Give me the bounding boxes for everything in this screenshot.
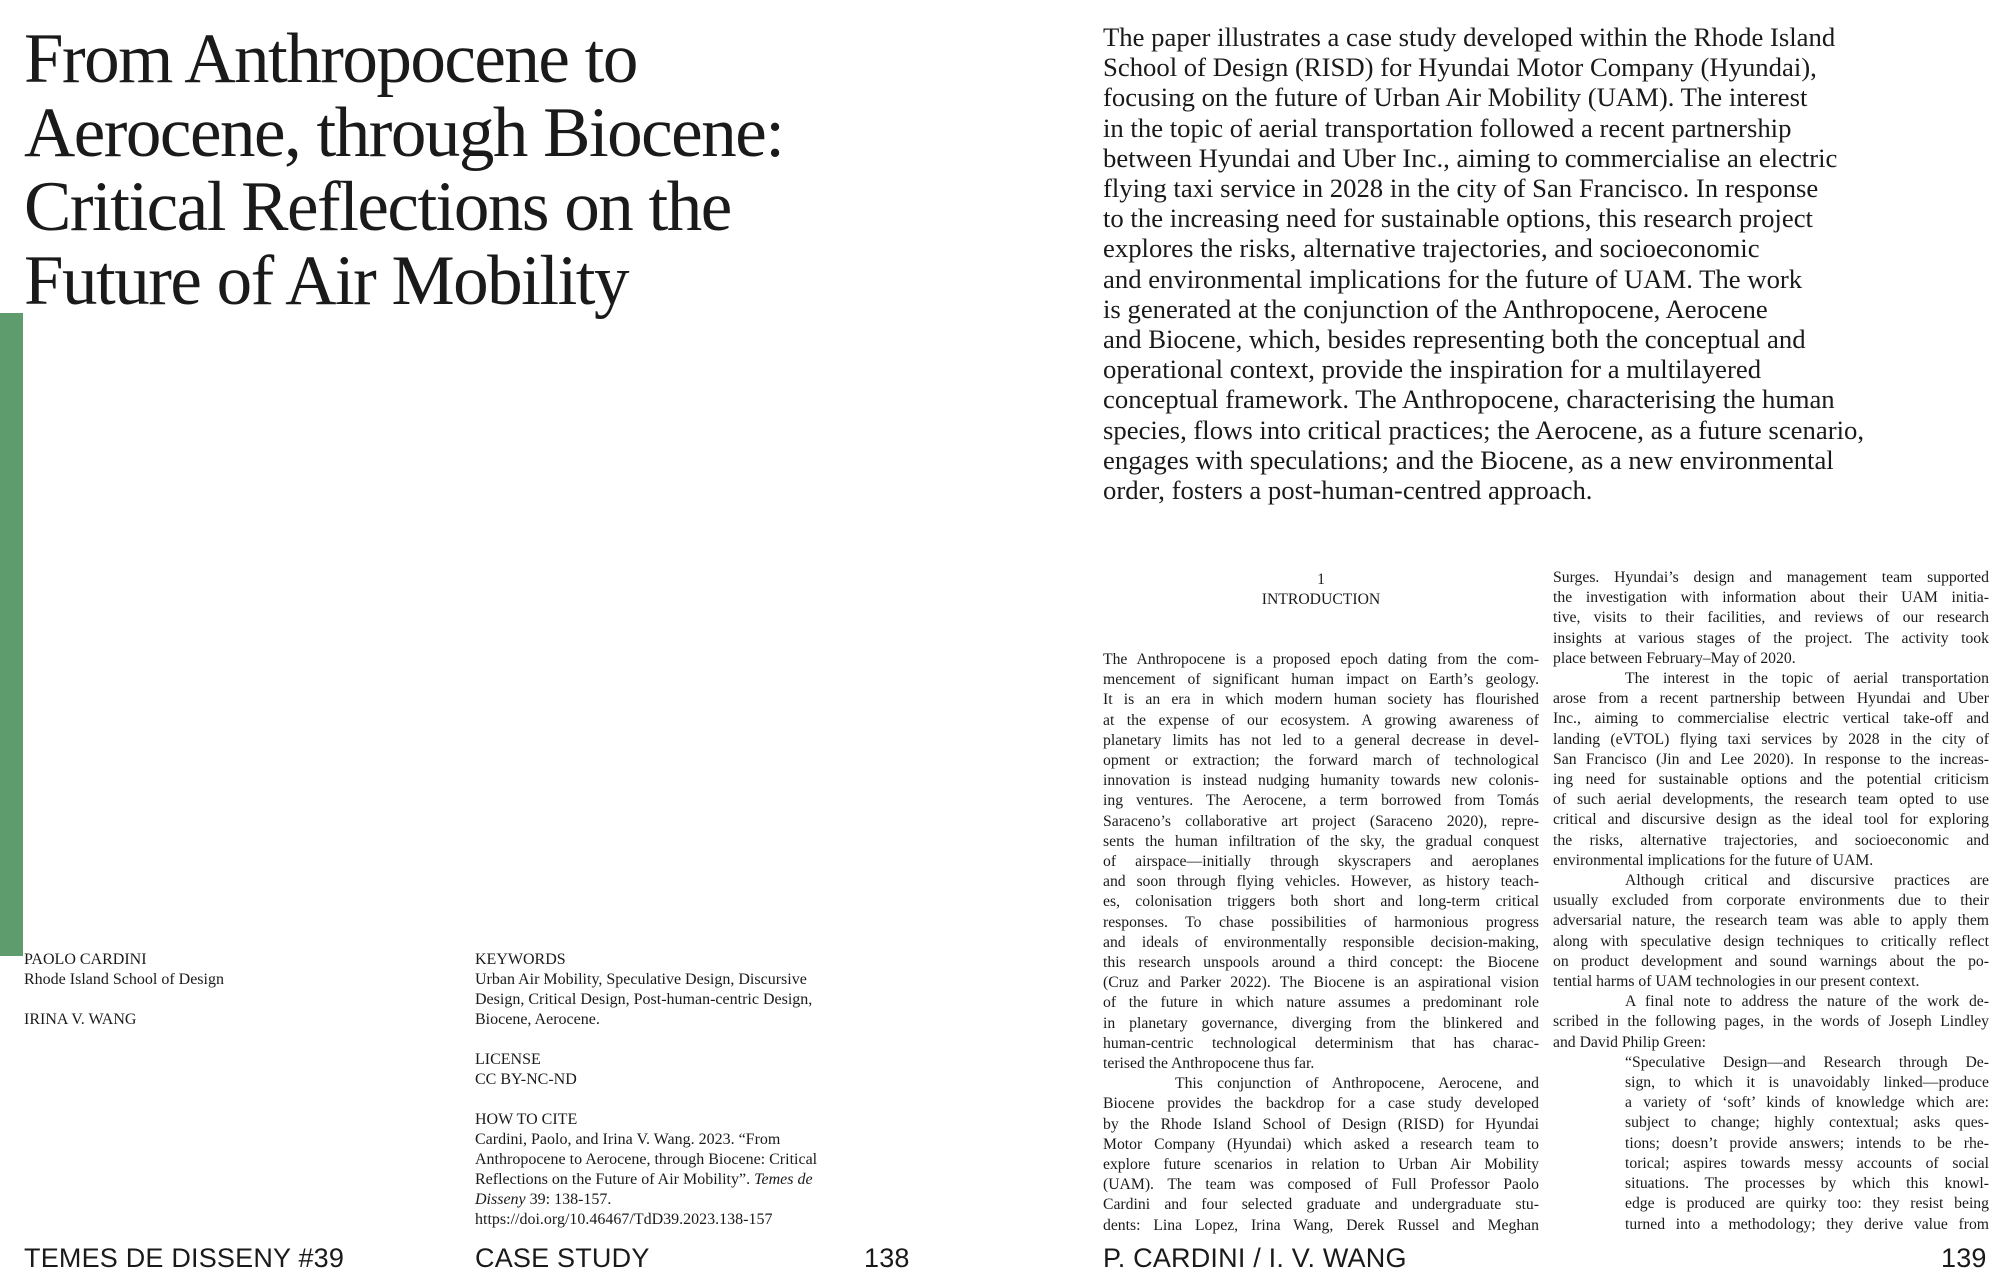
- cite-journal: Temes de: [754, 1171, 813, 1188]
- abstract-line: School of Design (RISD) for Hyundai Motor Company (Hyundai),: [1103, 52, 1817, 83]
- section-heading: [1103, 570, 1539, 610]
- body-line: tential harms of UAM technologies in our present context.: [1553, 973, 1920, 991]
- section-title: INTRODUCTION: [1261, 591, 1381, 608]
- body-line: tive, visits to their facilities, and reviews of our research: [1553, 609, 1989, 627]
- body-line: environmental implications for the future of UAM.: [1553, 851, 1874, 869]
- license-heading: LICENSE: [475, 1051, 541, 1068]
- body-line: insights at various stages of the project. The activity took: [1553, 629, 1989, 647]
- cite-line: Cardini, Paolo, and Irina V. Wang. 2023. “From: [475, 1131, 781, 1148]
- title-line: Critical Reflections on the: [24, 168, 731, 246]
- abstract-line: species, flows into critical practices; the Aerocene, as a future scenario,: [1103, 414, 1865, 445]
- cite-heading: HOW TO CITE: [475, 1111, 578, 1128]
- body-line: and David Philip Green:: [1553, 1033, 1706, 1051]
- body-line: terised the Anthropocene thus far.: [1103, 1055, 1315, 1073]
- abstract-line: conceptual framework. The Anthropocene, characterising the human: [1103, 384, 1835, 415]
- cite-text: Reflections on the Future of Air Mobility”.: [475, 1171, 755, 1188]
- body-line: dents: Lina Lopez, Irina Wang, Derek Russel and Meghan: [1103, 1216, 1539, 1234]
- abstract-line: to the increasing need for sustainable options, this research project: [1103, 203, 1813, 234]
- abstract-line: engages with speculations; and the Biocene, as a new environmental: [1103, 444, 1834, 475]
- body-line: adversarial nature, the research team was able to apply them: [1553, 912, 1989, 930]
- cite-journal-cont: Disseny: [475, 1191, 526, 1208]
- author-block: [24, 950, 424, 1030]
- body-line: San Francisco (Jin and Lee 2020). In response to the increas-: [1553, 750, 1989, 768]
- body-line: of airspace—initially through skyscrapers and aeroplanes: [1103, 853, 1539, 871]
- keywords-heading: KEYWORDS: [475, 951, 566, 968]
- doi-link[interactable]: https://doi.org/10.46467/TdD39.2023.138-157: [475, 1211, 773, 1228]
- abstract-line: explores the risks, alternative trajectories, and socioeconomic: [1103, 233, 1760, 264]
- body-line: Saraceno’s collaborative art project (Saraceno 2020), repre-: [1103, 812, 1539, 830]
- abstract: [1103, 22, 1983, 505]
- cite-line: [475, 1190, 895, 1210]
- body-line: It is an era in which modern human society has flourished: [1103, 691, 1539, 709]
- cite-line: Anthropocene to Aerocene, through Biocene: Critical: [475, 1151, 818, 1168]
- article-metadata: [475, 950, 895, 1230]
- body-line: critical and discursive design as the ideal tool for exploring: [1553, 811, 1989, 829]
- body-line: sents the human infiltration of the sky, the gradual conquest: [1103, 832, 1539, 850]
- cite-line: [475, 1170, 895, 1190]
- body-line: A final note to address the nature of the work de-: [1625, 993, 1989, 1011]
- body-line: human-centric technological determinism that has charac-: [1103, 1034, 1539, 1052]
- author-name: IRINA V. WANG: [24, 1011, 137, 1028]
- body-line: Biocene provides the backdrop for a case study developed: [1103, 1095, 1539, 1113]
- body-line: by the Rhode Island School of Design (RISD) for Hyundai: [1103, 1115, 1539, 1133]
- body-line: opment or extraction; the forward march of technological: [1103, 752, 1539, 770]
- body-line: arose from a recent partnership between Hyundai and Uber: [1553, 690, 1989, 708]
- body-line: Motor Company (Hyundai) which asked a research team to: [1103, 1135, 1539, 1153]
- author-affiliation: Rhode Island School of Design: [24, 971, 224, 988]
- quote-line: torical; aspires towards messy accounts of social: [1625, 1154, 1989, 1172]
- quote-line: tions; doesn’t provide answers; intends to be rhe-: [1625, 1134, 1989, 1152]
- author-name: PAOLO CARDINI: [24, 951, 147, 968]
- body-line: Surges. Hyundai’s design and management team supported: [1553, 569, 1989, 586]
- body-line: along with speculative design techniques to critically reflect: [1553, 932, 1989, 950]
- keywords-line: Design, Critical Design, Post-human-centric Design,: [475, 991, 813, 1008]
- abstract-line: operational context, provide the inspiration for a multilayered: [1103, 354, 1762, 385]
- body-line: place between February–May of 2020.: [1553, 649, 1796, 667]
- cite-pages: 39: 138-157.: [525, 1191, 612, 1208]
- abstract-line: and environmental implications for the future of UAM. The work: [1103, 263, 1803, 294]
- body-line: This conjunction of Anthropocene, Aerocene, and: [1175, 1075, 1539, 1093]
- quote-line: sign, to which it is unavoidably linked—produce: [1625, 1074, 1989, 1092]
- body-line: the investigation with information about their UAM initia-: [1553, 589, 1989, 607]
- license-value: CC BY-NC-ND: [475, 1071, 577, 1088]
- body-line: Inc., aiming to commercialise electric vertical take-off and: [1553, 710, 1989, 728]
- abstract-line: between Hyundai and Uber Inc., aiming to commercialise an electric: [1103, 142, 1838, 173]
- body-line: The interest in the topic of aerial transportation: [1625, 670, 1989, 688]
- page-number: 139: [1941, 1243, 1987, 1273]
- abstract-line: and Biocene, which, besides representing both the conceptual and: [1103, 324, 1806, 355]
- body-line: and soon through flying vehicles. However, as history teach-: [1103, 873, 1539, 891]
- body-line: this research unspools around a third concept: the Biocene: [1103, 954, 1539, 972]
- body-line: Cardini and four selected graduate and undergraduate stu-: [1103, 1196, 1539, 1214]
- abstract-line: flying taxi service in 2028 in the city of San Francisco. In response: [1103, 173, 1819, 204]
- body-line: at the expense of our ecosystem. A growing awareness of: [1103, 711, 1539, 729]
- body-column-right: [1553, 568, 1989, 1235]
- body-line: of the future in which nature assumes a predominant role: [1103, 994, 1539, 1012]
- body-line: explore future scenarios in relation to Urban Air Mobility: [1103, 1156, 1539, 1174]
- body-line: in planetary governance, diverging from the blinkered and: [1103, 1014, 1539, 1032]
- body-line: the risks, alternative trajectories, and socioeconomic and: [1553, 831, 1989, 849]
- footer-authors: P. CARDINI / I. V. WANG: [1103, 1243, 1407, 1273]
- section-number: 1: [1317, 571, 1325, 588]
- body-line: planetary limits has not led to a general decrease in devel-: [1103, 731, 1539, 749]
- page-number: 138: [864, 1243, 910, 1273]
- article-title: [24, 22, 1004, 318]
- body-line: of such aerial developments, the research team opted to use: [1553, 791, 1989, 809]
- body-line: Although critical and discursive practices are: [1625, 872, 1989, 890]
- body-line: The Anthropocene is a proposed epoch dating from the com-: [1103, 651, 1539, 668]
- body-line: ing ventures. The Aerocene, a term borrowed from Tomás: [1103, 792, 1539, 810]
- body-line: responses. To chase possibilities of harmonious progress: [1103, 913, 1539, 931]
- quote-line: a variety of ‘soft’ kinds of knowledge which are:: [1625, 1094, 1989, 1112]
- body-line: mencement of significant human impact on Earth’s geology.: [1103, 671, 1539, 689]
- abstract-line: order, fosters a post-human-centred approach.: [1103, 475, 1593, 506]
- body-line: (UAM). The team was composed of Full Professor Paolo: [1103, 1176, 1539, 1194]
- footer-journal: TEMES DE DISSENY #39: [24, 1243, 345, 1273]
- title-line: From Anthropocene to: [24, 20, 637, 98]
- keywords-line: Urban Air Mobility, Speculative Design, Discursive: [475, 971, 807, 988]
- body-line: on product development and sound warnings about the po-: [1553, 952, 1989, 970]
- body-line: scribed in the following pages, in the words of Joseph Lindley: [1553, 1013, 1989, 1031]
- abstract-line: is generated at the conjunction of the Anthropocene, Aerocene: [1103, 293, 1768, 324]
- body-line: and ideals of environmentally responsible decision-making,: [1103, 933, 1539, 951]
- body-line: landing (eVTOL) flying taxi services by 2028 in the city of: [1553, 730, 1989, 748]
- quote-line: situations. The processes by which this knowl-: [1625, 1175, 1989, 1193]
- quote-line: “Speculative Design—and Research through De-: [1625, 1053, 1989, 1071]
- body-line: ing need for sustainable options and the potential criticism: [1553, 771, 1989, 789]
- quote-line: turned into a methodology; they derive value from: [1625, 1215, 1989, 1233]
- title-line: Future of Air Mobility: [24, 242, 629, 320]
- quote-line: subject to change; highly contextual; asks ques-: [1625, 1114, 1989, 1132]
- abstract-line: focusing on the future of Urban Air Mobility (UAM). The interest: [1103, 82, 1808, 113]
- body-line: innovation is instead nudging humanity towards new colonis-: [1103, 772, 1539, 790]
- title-line: Aerocene, through Biocene:: [24, 94, 784, 172]
- accent-bar: [0, 313, 23, 956]
- keywords-line: Biocene, Aerocene.: [475, 1011, 600, 1028]
- body-line: (Cruz and Parker 2022). The Biocene is an aspirational vision: [1103, 974, 1539, 992]
- footer-section: CASE STUDY: [475, 1243, 650, 1273]
- quote-line: edge is produced are quirky too: they resist being: [1625, 1195, 1989, 1213]
- body-column-left: [1103, 650, 1539, 1236]
- abstract-line: in the topic of aerial transportation followed a recent partnership: [1103, 112, 1792, 143]
- body-line: usually excluded from corporate environments due to their: [1553, 892, 1989, 910]
- abstract-line: The paper illustrates a case study developed within the Rhode Island: [1103, 22, 1836, 52]
- body-line: es, colonisation triggers both short and long-term critical: [1103, 893, 1539, 911]
